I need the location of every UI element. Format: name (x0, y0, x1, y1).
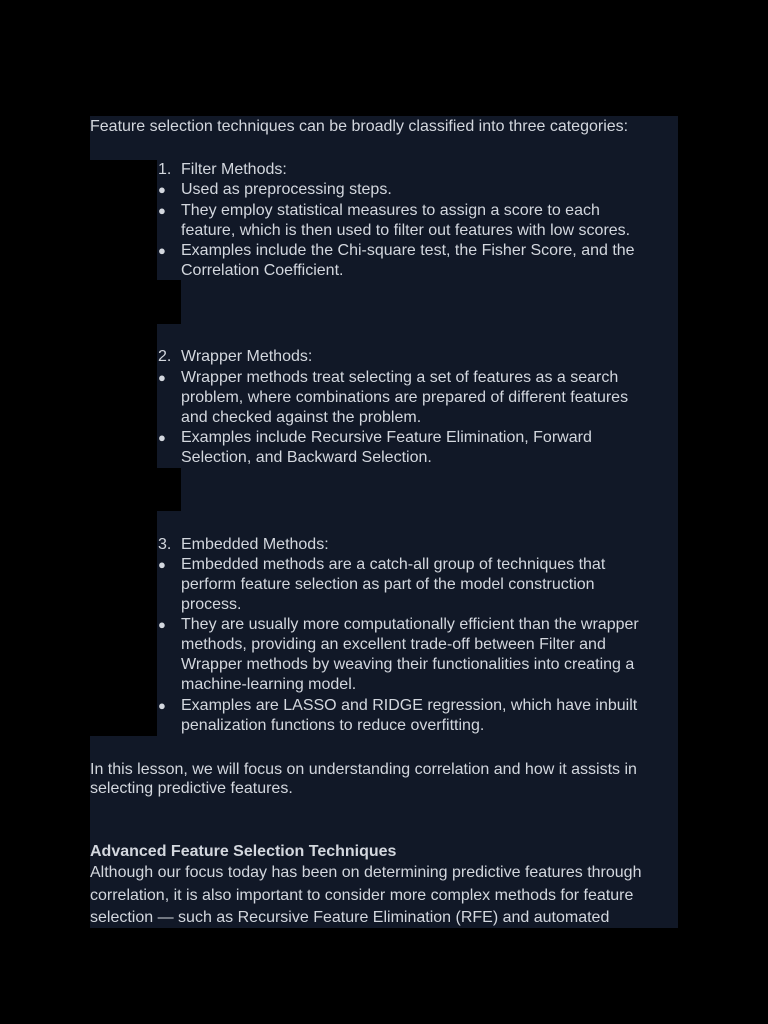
section-title-wrapper: Wrapper Methods: (181, 348, 313, 365)
bullet-line: feature, which is then used to filter out features with low scores. (181, 222, 631, 239)
bullet-line: perform feature selection as part of the model construction (181, 576, 595, 593)
list-number-1: 1. (158, 161, 172, 178)
bullet-line: Examples are LASSO and RIDGE regression, which have inbuilt (181, 697, 638, 714)
section-title-filter: Filter Methods: (181, 161, 287, 178)
bullet-line: process. (181, 596, 242, 613)
bullet-line: Wrapper methods treat selecting a set of features as a search (181, 369, 619, 386)
lesson-focus-line: In this lesson, we will focus on understanding correlation and how it assists in (90, 761, 637, 778)
bullet-dot: ● (158, 203, 166, 218)
bullet-line: Wrapper methods by weaving their functionalities into creating a (181, 656, 635, 673)
bullet-line: machine-learning model. (181, 676, 357, 693)
bullet-line: penalization functions to reduce overfitting. (181, 717, 485, 734)
advanced-line: selection — such as Recursive Feature Elimination (RFE) and automated (90, 909, 610, 926)
bullet-dot: ● (158, 698, 166, 713)
bullet-dot: ● (158, 617, 166, 632)
bullet-line: methods, providing an excellent trade-off between Filter and (181, 636, 606, 653)
advanced-heading: Advanced Feature Selection Techniques (90, 843, 397, 860)
bullet-line: and checked against the problem. (181, 409, 422, 426)
lesson-focus-line: selecting predictive features. (90, 780, 293, 797)
bullet-dot: ● (158, 370, 166, 385)
bullet-line: Embedded methods are a catch-all group of techniques that (181, 556, 606, 573)
bullet-line: problem, where combinations are prepared of different features (181, 389, 629, 406)
advanced-line: correlation, it is also important to consider more complex methods for feature (90, 887, 634, 904)
content-bg-gap-1 (181, 280, 678, 324)
content-bg-gap-2 (181, 468, 678, 511)
bullet-line: They employ statistical measures to assign a score to each (181, 202, 600, 219)
bullet-line: They are usually more computationally efficient than the wrapper (181, 616, 639, 633)
bullet-line: Examples include Recursive Feature Elimination, Forward (181, 429, 592, 446)
bullet-dot: ● (158, 243, 166, 258)
bullet-dot: ● (158, 182, 166, 197)
section-title-embedded: Embedded Methods: (181, 536, 329, 553)
bullet-line: Correlation Coefficient. (181, 262, 344, 279)
bullet-dot: ● (158, 557, 166, 572)
bullet-line: Selection, and Backward Selection. (181, 449, 432, 466)
list-number-2: 2. (158, 348, 172, 365)
bullet-line: Used as preprocessing steps. (181, 181, 392, 198)
bullet-dot: ● (158, 430, 166, 445)
bullet-line: Examples include the Chi-square test, the Fisher Score, and the (181, 242, 635, 259)
advanced-line: Although our focus today has been on determining predictive features through (90, 864, 642, 881)
list-number-3: 3. (158, 536, 172, 553)
intro-text: Feature selection techniques can be broadly classified into three categories: (90, 118, 629, 135)
